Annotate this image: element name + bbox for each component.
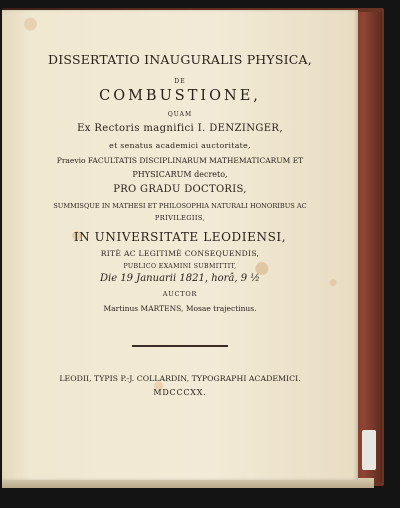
- faculty-decree-line: PHYSICARUM decreto,: [132, 170, 228, 179]
- rector-line: Ex Rectoris magnifici I. DENZINGER,: [77, 123, 283, 134]
- dissertation-subject: COMBUSTIONE,: [99, 88, 261, 104]
- page-marker-tab: [362, 430, 376, 470]
- dissertation-title: DISSERTATIO INAUGURALIS PHYSICA,: [48, 52, 312, 67]
- title-page: [2, 10, 358, 480]
- divider-rule: [132, 345, 228, 347]
- imprint-year: MDCCCXX.: [153, 388, 207, 397]
- honors-line: SUMMISQUE IN MATHESI ET PHILOSOPHIA NATURALI HONORIBUS AC: [53, 202, 307, 210]
- author-name: Martinus MARTENS, Mosae trajectinus.: [103, 304, 257, 313]
- author-label: AUCTOR: [162, 290, 198, 298]
- examination-line: PUBLICO EXAMINI SUBMITTIT,: [123, 263, 237, 270]
- faculty-line: Praevio FACULTATIS DISCIPLINARUM MATHEMATICARUM ET: [56, 156, 304, 165]
- university-line: IN UNIVERSITATE LEODIENSI,: [73, 230, 287, 244]
- imprint-line: LEODII, TYPIS P.-J. COLLARDIN, TYPOGRAPHI ACADEMICI.: [59, 374, 301, 383]
- rite-line: RITÈ AC LEGITIMÈ CONSEQUENDIS,: [100, 249, 260, 258]
- privileges-line: PRIVILEGIIS,: [154, 214, 206, 222]
- degree-line: PRO GRADU DOCTORIS,: [113, 184, 247, 195]
- title-preposition: DE: [174, 78, 186, 85]
- date-line: Die 19 Januarii 1821, horâ, 9 ½: [100, 273, 260, 284]
- quam-line: QUAM: [167, 111, 193, 118]
- senate-line: et senatus academici auctoritate,: [109, 141, 251, 150]
